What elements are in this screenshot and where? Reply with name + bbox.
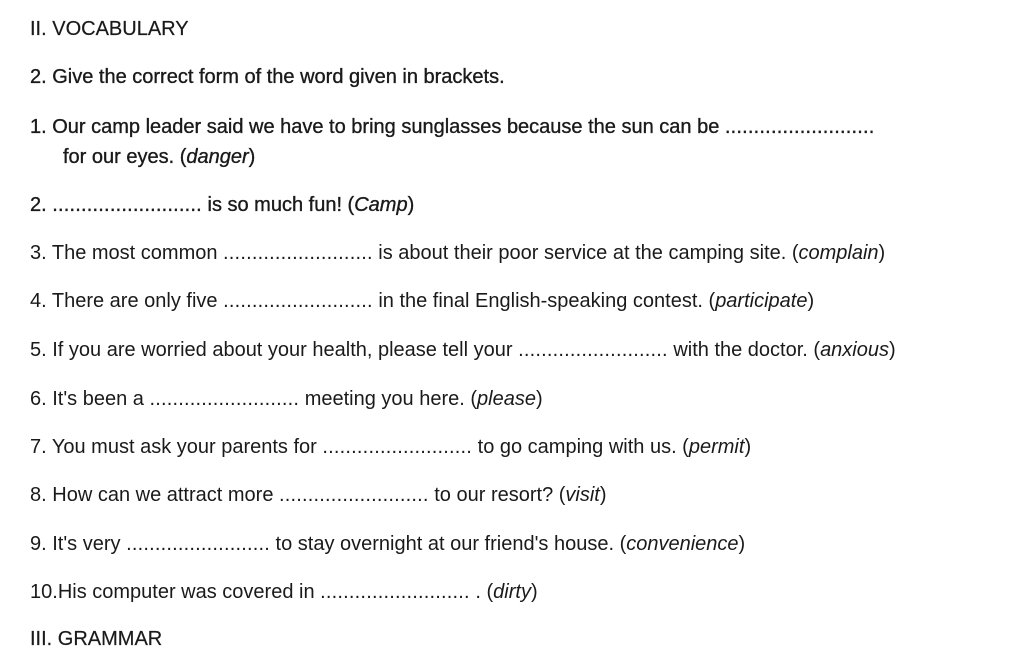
section-heading-vocabulary: II. VOCABULARY (30, 18, 189, 40)
word-hint: anxious (820, 339, 889, 361)
question-5 (30, 338, 896, 362)
question-1-continuation (63, 145, 255, 169)
section-heading-grammar: III. GRAMMAR (30, 628, 163, 650)
hint-close: ) (530, 581, 538, 603)
word-hint: complain (798, 242, 879, 264)
word-hint: convenience (626, 533, 739, 555)
exercise-instruction: 2. Give the correct form of the word given in brackets. (30, 66, 505, 88)
question-number: 3. (30, 242, 52, 264)
question-text-before: It's been a (52, 388, 150, 410)
answer-blank[interactable]: .......................... (223, 290, 373, 312)
question-number: 2. (30, 194, 53, 216)
word-hint: Camp (354, 194, 408, 216)
answer-blank[interactable]: .......................... (518, 339, 668, 361)
answer-blank[interactable]: .......................... (223, 242, 373, 264)
question-text-before: The most common (51, 242, 224, 264)
answer-blank[interactable]: .......................... (149, 388, 300, 410)
word-hint: danger (186, 146, 249, 168)
question-text-before: There are only five (51, 290, 224, 312)
question-number: 5. (30, 339, 53, 361)
question-number: 9. (30, 533, 53, 555)
question-text-before: How can we attract more (52, 484, 279, 506)
question-text-after: to go camping with us. ( (472, 436, 689, 458)
question-1 (30, 115, 875, 139)
answer-blank[interactable]: .......................... (320, 581, 470, 603)
answer-blank[interactable]: ......................... (126, 533, 270, 555)
question-4 (30, 289, 814, 313)
hint-close: ) (889, 339, 896, 361)
hint-close: ) (738, 533, 746, 555)
hint-close: ) (407, 194, 415, 216)
question-9 (30, 532, 745, 556)
question-8 (30, 483, 607, 507)
question-text-after: is so much fun! ( (201, 194, 355, 216)
answer-blank[interactable]: .......................... (724, 116, 875, 138)
question-text-after: is about their poor service at the camping site. ( (372, 242, 799, 264)
word-hint: please (477, 388, 536, 410)
word-hint: dirty (493, 581, 531, 603)
question-number: 6. (30, 388, 53, 410)
hint-close: ) (599, 484, 607, 506)
answer-blank[interactable]: .......................... (322, 436, 473, 458)
hint-close: ) (878, 242, 886, 264)
answer-blank[interactable]: .......................... (52, 194, 202, 216)
question-text-after: with the doctor. ( (667, 339, 821, 361)
answer-blank[interactable]: .......................... (279, 484, 429, 506)
question-3 (30, 241, 885, 265)
question-6 (30, 387, 543, 411)
question-text-before: It's very (52, 533, 127, 555)
question-text-after: to stay overnight at our friend's house. ( (270, 533, 627, 555)
question-2 (30, 193, 414, 217)
word-hint: visit (565, 484, 600, 506)
question-number: 7. (30, 436, 52, 458)
word-hint: permit (688, 436, 745, 458)
hint-close: ) (248, 146, 256, 168)
question-number: 1. (30, 116, 53, 138)
question-text-after: meeting you here. ( (299, 388, 478, 410)
question-text-after: . ( (469, 581, 494, 603)
question-number: 4. (30, 290, 52, 312)
question-text-before: Our camp leader said we have to bring sunglasses because the sun can be (52, 116, 725, 138)
question-text-after: in the final English-speaking contest. ( (372, 290, 716, 312)
question-7 (30, 435, 751, 459)
question-text-after: for our eyes. ( (63, 146, 187, 168)
question-text-before: If you are worried about your health, please tell your (52, 339, 519, 361)
question-number: 8. (30, 484, 53, 506)
hint-close: ) (807, 290, 815, 312)
question-text-after: to our resort? ( (428, 484, 566, 506)
question-text-before: You must ask your parents for (51, 436, 323, 458)
question-text-before: His computer was covered in (57, 581, 321, 603)
question-10 (30, 580, 538, 604)
hint-close: ) (535, 388, 543, 410)
hint-close: ) (744, 436, 752, 458)
question-number: 10. (30, 581, 58, 603)
word-hint: participate (715, 290, 808, 312)
